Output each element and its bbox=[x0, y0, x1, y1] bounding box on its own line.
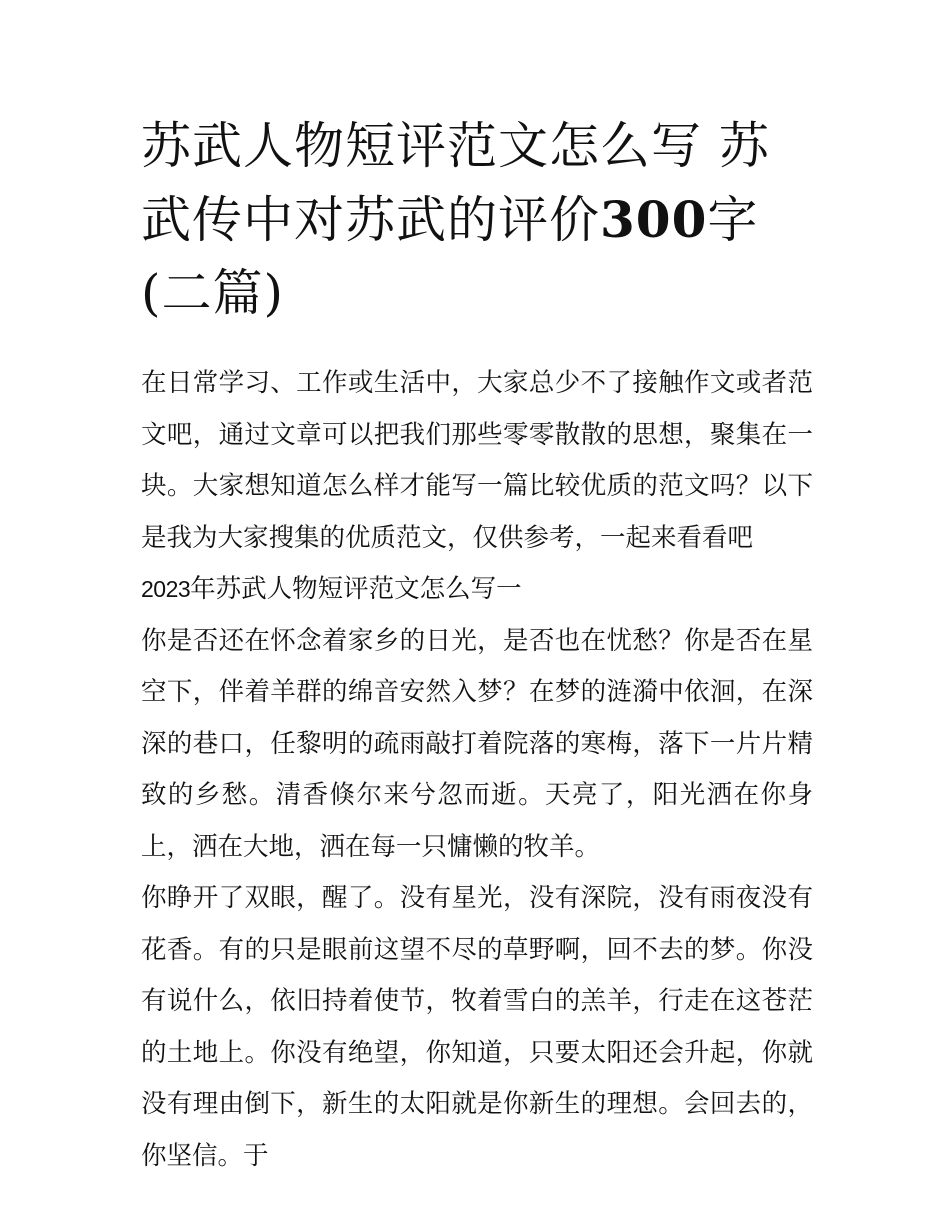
document-title bbox=[141, 110, 813, 330]
intro-paragraph: 在日常学习、工作或生活中，大家总少不了接触作文或者范文吧，通过文章可以把我们那些零零散散的思想，聚集在一块。大家想知道怎么样才能写一篇比较优质的范文吗？以下是我为大家搜集的优质范文，仅供参考，一起来看看吧 bbox=[141, 368, 813, 553]
title-text-part2: 字(二篇) bbox=[141, 191, 759, 322]
title-text-part1: 苏武人物短评范文怎么写 苏武传中对苏武的评价 bbox=[141, 117, 770, 249]
section-year: 2023 bbox=[141, 576, 191, 602]
title-number: 300 bbox=[600, 190, 708, 249]
section-title: 年苏武人物短评范文怎么写一 bbox=[190, 574, 522, 604]
section-heading bbox=[141, 564, 813, 616]
body-paragraph: 你睁开了双眼，醒了。没有星光，没有深院，没有雨夜没有花香。有的只是眼前这望不尽的草野啊，回不去的梦。你没有说什么，依旧持着使节，牧着雪白的羔羊，行走在这苍茫的土地上。你没有绝望，你知道，只要太阳还会升起，你就没有理由倒下，新生的太阳就是你新生的理想。会回去的，你坚信。于 bbox=[141, 883, 813, 1171]
document-page bbox=[141, 110, 813, 1182]
body-paragraph: 你是否还在怀念着家乡的日光，是否也在忧愁？你是否在星空下，伴着羊群的绵音安然入梦？在梦的涟漪中依洄，在深深的巷口，任黎明的疏雨敲打着院落的寒梅，落下一片片精致的乡愁。清香倏尔来兮忽而逝。天亮了，阳光洒在你身上，洒在大地，洒在每一只慵懒的牧羊。 bbox=[141, 625, 813, 862]
